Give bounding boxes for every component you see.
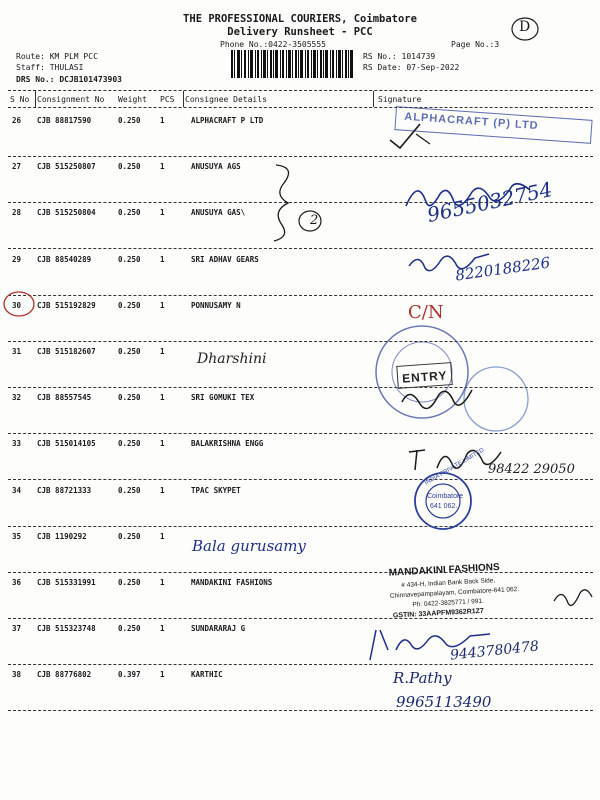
row-consignment: CJB 88557545: [37, 393, 92, 402]
row-consignee: SRI GOMUKI TEX: [191, 393, 255, 402]
row-sno: 34: [12, 486, 22, 495]
header-rule-top: [8, 90, 593, 91]
row-rule: [8, 664, 593, 665]
row-sno: 29: [12, 255, 22, 264]
row-pcs: 1: [160, 347, 165, 356]
row-consignee: KARTHIC: [191, 670, 223, 679]
alphacraft-stamp: ALPHACRAFT (P) LTD: [394, 106, 592, 144]
row-consignment: CJB 88721333: [37, 486, 92, 495]
row-weight: 0.250: [118, 532, 141, 541]
row-consignee: TPAC SKYPET: [191, 486, 241, 495]
col-sep: [373, 91, 374, 107]
page-number: Page No.:3: [451, 40, 500, 49]
cn-note: C/N: [408, 302, 444, 323]
row-consignment: CJB 515182607: [37, 347, 96, 356]
row-pcs: 1: [160, 578, 165, 587]
row-consignment: CJB 515192829: [37, 301, 96, 310]
phone-row28: 9655032754: [424, 177, 555, 227]
runsheet-title: Delivery Runsheet - PCC: [227, 26, 373, 38]
rs-date: RS Date: 07-Sep-2022: [363, 63, 460, 72]
row-sno: 31: [12, 347, 22, 356]
row-rule: [8, 341, 593, 342]
row-pcs: 1: [160, 439, 165, 448]
phone-row33: 98422 29050: [488, 462, 575, 477]
name-row31: Dharshini: [197, 351, 267, 367]
row-sno: 26: [12, 116, 22, 125]
tpac-pin: 641 062.: [430, 503, 458, 510]
phone-row37: 9443780478: [449, 638, 540, 664]
row-weight: 0.250: [118, 486, 141, 495]
row-rule: [8, 479, 593, 480]
row-weight: 0.250: [118, 439, 141, 448]
row-consignment: CJB 1190292: [37, 532, 87, 541]
company-title: THE PROFESSIONAL COURIERS, Coimbatore: [183, 13, 417, 25]
row-weight: 0.250: [118, 255, 141, 264]
row-consignee: PONNUSAMY N: [191, 301, 241, 310]
row-consignment: CJB 515323748: [37, 624, 96, 633]
col-consignee: Consignee Details: [185, 95, 267, 104]
row-rule: [8, 156, 593, 157]
row-weight: 0.250: [118, 116, 141, 125]
rs-number: RS No.: 1014739: [363, 52, 436, 61]
row-consignment: CJB 515250804: [37, 208, 96, 217]
tpac-city: Coimbatore: [427, 493, 464, 500]
col-sep: [183, 91, 184, 107]
row-pcs: 1: [160, 162, 165, 171]
row-consignee: ALPHACRAFT P LTD: [191, 116, 264, 125]
col-weight: Weight: [118, 95, 147, 104]
tpac-ring-text: INDIA PRIVATE LIMITED: [424, 447, 486, 487]
phone-row38: 9965113490: [396, 693, 492, 711]
col-signature: Signature: [378, 95, 422, 104]
row-sno: 30: [12, 301, 22, 310]
row-consignee: ANUSUYA GAS\: [191, 208, 246, 217]
brace-mark: [266, 163, 326, 243]
red-circle-mark: [2, 289, 36, 319]
row-weight: 0.250: [118, 624, 141, 633]
name-row35: Bala gurusamy: [192, 537, 306, 555]
row-consignee: BALAKRISHNA ENGG: [191, 439, 264, 448]
row-rule: [8, 248, 593, 249]
row-sno: 32: [12, 393, 22, 402]
row-sno: 27: [12, 162, 22, 171]
row-weight: 0.250: [118, 578, 141, 587]
entry-stamp: ENTRY: [396, 362, 453, 389]
row-pcs: 1: [160, 670, 165, 679]
row-weight: 0.250: [118, 393, 141, 402]
row-sno: 35: [12, 532, 22, 541]
row-weight: 0.250: [118, 347, 141, 356]
check-mark-scribble: [386, 118, 446, 158]
row-rule: [8, 710, 593, 711]
row-pcs: 1: [160, 116, 165, 125]
row-sno: 37: [12, 624, 22, 633]
route-label: Route: KM PLM PCC: [16, 52, 98, 61]
row-consignment: CJB 515250807: [37, 162, 96, 171]
row-weight: 0.250: [118, 301, 141, 310]
row-consignment: CJB 88776802: [37, 670, 92, 679]
row-sno: 33: [12, 439, 22, 448]
row-sno: 36: [12, 578, 22, 587]
row-pcs: 1: [160, 624, 165, 633]
row-consignment: CJB 88540289: [37, 255, 92, 264]
row-weight: 0.397: [118, 670, 141, 679]
row-consignment: CJB 515014105: [37, 439, 96, 448]
circled-2-mark: 2: [310, 213, 319, 228]
row-weight: 0.250: [118, 208, 141, 217]
row-consignment: CJB 88817590: [37, 116, 92, 125]
row-consignee: SUNDARARAJ G: [191, 624, 246, 633]
signature-row32: [398, 380, 478, 420]
row-consignee: MANDAKINI FASHIONS: [191, 578, 273, 587]
row-pcs: 1: [160, 301, 165, 310]
row-consignee: SRI ADHAV GEARS: [191, 255, 259, 264]
row-consignee: ANUSUYA AGS: [191, 162, 241, 171]
col-pcs: PCS: [160, 95, 175, 104]
staff-label: Staff: THULASI: [16, 63, 84, 72]
row-pcs: 1: [160, 393, 165, 402]
tpac-round-stamp: [412, 470, 474, 532]
col-sep: [35, 91, 36, 107]
row-pcs: 1: [160, 532, 165, 541]
col-consignment: Consignment No: [37, 95, 105, 104]
signature-row36: [550, 583, 595, 613]
row-weight: 0.250: [118, 162, 141, 171]
mandakini-stamp: MANDAKINI FASHIONS # 434-H, Indian Bank Back Side, Chinnavepampalayam, Coimbatore-641 062. Ph: 0422-3825771 / 991. GSTIN: 33AAPFM9362R1Z7: [388, 561, 520, 620]
row-pcs: 1: [160, 486, 165, 495]
row-rule: [8, 526, 593, 527]
row-rule: [8, 295, 593, 296]
circled-d-mark: D: [510, 16, 540, 42]
row-consignment: CJB 515331991: [37, 578, 96, 587]
phone-row29: 8220188226: [454, 253, 552, 285]
drs-number: DRS No.: DCJB101473903: [16, 75, 122, 84]
phone-number: Phone No.:0422-3505555: [220, 40, 326, 49]
name-row38: R.Pathy: [393, 669, 452, 687]
row-sno: 38: [12, 670, 22, 679]
row-sno: 28: [12, 208, 22, 217]
header-rule-bottom: [8, 107, 593, 108]
col-sno: S No: [10, 95, 30, 104]
barcode-image: [231, 50, 353, 78]
row-pcs: 1: [160, 255, 165, 264]
row-pcs: 1: [160, 208, 165, 217]
